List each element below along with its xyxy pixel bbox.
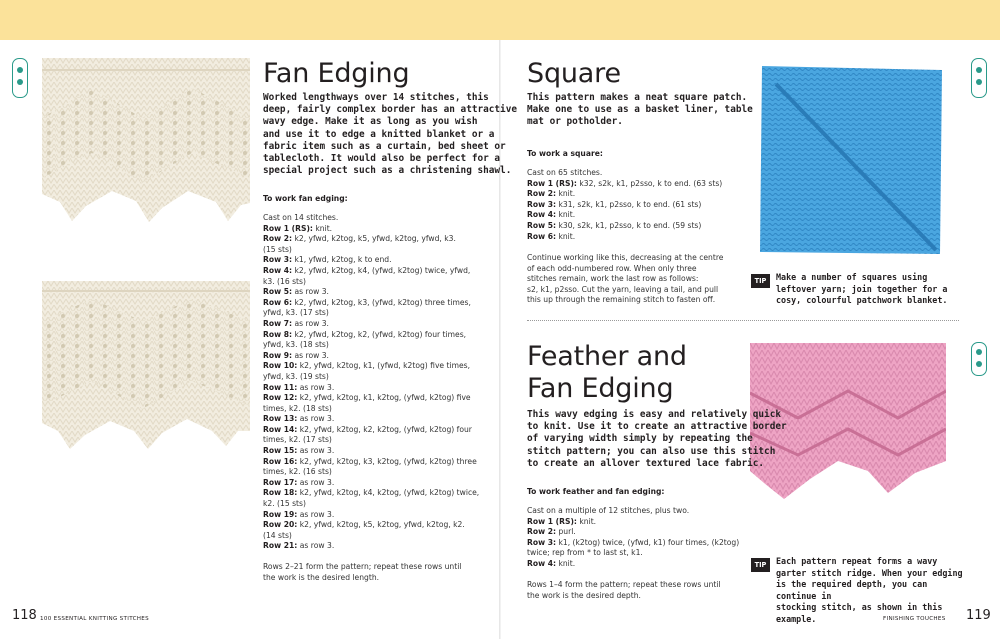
closing-line: s2, k1, p2sso. Cut the yarn, leaving a tail, and pull <box>527 284 719 294</box>
instruction-row <box>527 168 722 179</box>
row-label: Row 9: <box>263 350 293 360</box>
row-text: k2, yfwd, k2tog, k2, (yfwd, k2tog) four times, <box>294 329 467 339</box>
row-text: knit. <box>579 516 597 526</box>
instruction-row <box>263 224 479 235</box>
instruction-row <box>263 319 479 330</box>
row-text: as row 3. <box>294 287 329 297</box>
tab-dot <box>976 67 982 73</box>
instruction-row <box>263 351 479 362</box>
row-text: k2, yfwd, k2tog, k3, (yfwd, k2tog) three times, <box>294 297 471 307</box>
closing-line: Rows 1–4 form the pattern; repeat these rows until <box>527 580 721 589</box>
row-text: as row 3. <box>299 509 335 519</box>
title-line: Fan Edging <box>527 373 674 404</box>
instruction-row <box>263 510 479 521</box>
intro-line: Worked lengthways over 14 stitches, this <box>263 92 489 103</box>
row-text: purl. <box>558 527 576 537</box>
tip-line: garter stitch ridge. When your edging <box>776 567 963 578</box>
row-label: Row 3: <box>527 199 557 209</box>
row-text: times, k2. (18 sts) <box>263 403 332 413</box>
intro-line: fabric item such as a curtain, bed sheet or <box>263 140 506 152</box>
instruction-row <box>263 404 479 415</box>
row-text: knit. <box>558 231 576 241</box>
instruction-row <box>263 488 479 499</box>
row-label: Row 16: <box>263 456 298 466</box>
right-running-head: FINISHING TOUCHES <box>883 616 946 622</box>
right-page-tab <box>971 58 987 98</box>
feather-fan-intro <box>527 409 787 470</box>
row-text: k2, yfwd, k2tog, k4, (yfwd, k2tog) twice, yfwd, <box>294 265 471 275</box>
row-label: Row 2: <box>527 527 557 537</box>
title-line: Feather and <box>527 341 687 372</box>
intro-line: deep, fairly complex border has an attractive <box>263 104 517 116</box>
row-text: twice; rep from * to last st, k1. <box>527 548 643 558</box>
instruction-row <box>263 330 479 341</box>
row-text: k3. (16 sts) <box>263 276 306 286</box>
top-color-band <box>0 0 1000 40</box>
fan-edging-intro <box>263 92 517 177</box>
fan-edging-swatch-bottom <box>42 281 250 459</box>
row-text: knit. <box>558 558 576 568</box>
intro-line: to create an allover textured lace fabric. <box>527 457 765 469</box>
instruction-row <box>527 538 739 549</box>
tab-dot <box>976 349 982 355</box>
row-text: k1, yfwd, k2tog, k to end. <box>294 255 392 265</box>
intro-line: wavy edge. Make it as long as you wish <box>263 116 478 128</box>
instruction-row <box>527 189 722 200</box>
row-text: knit. <box>558 189 576 199</box>
instruction-row <box>263 245 479 256</box>
tab-dot <box>17 67 23 73</box>
instruction-row <box>263 467 479 478</box>
instruction-row <box>527 527 739 538</box>
row-label: Row 12: <box>263 393 298 403</box>
instruction-row <box>527 548 739 559</box>
instruction-row <box>263 340 479 351</box>
fan-edging-swatch-top <box>42 58 250 228</box>
row-text: k2, yfwd, k2tog, k1, k2tog, (yfwd, k2tog) five <box>299 393 471 403</box>
instruction-row <box>263 435 479 446</box>
square-swatch <box>756 62 946 258</box>
intro-line: and use it to edge a knitted blanket or a <box>263 128 495 140</box>
instruction-row <box>263 213 479 224</box>
instruction-row <box>263 308 479 319</box>
feather-fan-closing <box>527 580 721 601</box>
instruction-row <box>527 559 739 570</box>
fan-edging-closing <box>263 562 461 583</box>
row-text: as row 3. <box>294 350 329 360</box>
instruction-row <box>527 517 739 528</box>
row-label: Row 3: <box>263 255 293 265</box>
closing-line: this up through the remaining stitch to fasten off. <box>527 295 716 305</box>
intro-line: This wavy edging is easy and relatively quick <box>527 409 781 420</box>
intro-line: special project such as a christening shawl. <box>263 165 512 177</box>
row-text: k31, s2k, k1, p2sso, k to end. (61 sts) <box>558 199 702 209</box>
row-text: as row 3. <box>299 414 335 424</box>
row-text: as row 3. <box>299 382 335 392</box>
square-closing <box>527 253 723 306</box>
row-label: Row 5: <box>527 220 557 230</box>
tab-dot <box>17 79 23 85</box>
row-label: Row 17: <box>263 477 298 487</box>
instruction-row <box>263 383 479 394</box>
row-label: Row 2: <box>263 234 293 244</box>
row-text: as row 3. <box>294 318 329 328</box>
row-label: Row 2: <box>527 189 557 199</box>
tip-line: Each pattern repeat forms a wavy <box>776 556 938 566</box>
left-page-number: 118 <box>12 608 37 623</box>
row-label: Row 18: <box>263 488 298 498</box>
tip-text <box>776 272 947 307</box>
row-label: Row 11: <box>263 382 298 392</box>
row-text: k2, yfwd, k2tog, k5, k2tog, yfwd, k2tog, k2. <box>299 520 465 530</box>
instruction-row <box>527 506 739 517</box>
instruction-row <box>527 179 722 190</box>
row-label: Row 4: <box>263 265 293 275</box>
instruction-row <box>263 372 479 383</box>
instruction-row <box>263 361 479 372</box>
section-divider <box>527 320 959 321</box>
row-text: k32, s2k, k1, p2sso, k to end. (63 sts) <box>579 178 723 188</box>
row-text: Cast on 65 stitches. <box>527 168 603 177</box>
row-text: knit. <box>558 210 576 220</box>
instruction-row <box>263 446 479 457</box>
row-text: k2, yfwd, k2tog, k5, yfwd, k2tog, yfwd, k3. <box>294 234 456 244</box>
row-label: Row 20: <box>263 520 298 530</box>
tip-line: Make a number of squares using <box>776 272 928 282</box>
instruction-row <box>263 287 479 298</box>
row-label: Row 13: <box>263 414 298 424</box>
closing-line: the work is the desired depth. <box>527 590 641 600</box>
intro-line: to knit. Use it to create an attractive border <box>527 421 787 433</box>
closing-line: stitches remain, work the last row as follows: <box>527 274 699 284</box>
instruction-row <box>527 232 722 243</box>
row-label: Row 4: <box>527 558 557 568</box>
row-text: yfwd, k3. (19 sts) <box>263 371 329 381</box>
row-text: k30, s2k, k1, p2sso, k to end. (59 sts) <box>558 220 702 230</box>
row-label: Row 8: <box>263 329 293 339</box>
right-page-number: 119 <box>966 608 991 623</box>
closing-line: Rows 2–21 form the pattern; repeat these rows until <box>263 562 462 571</box>
intro-line: This pattern makes a neat square patch. <box>527 92 748 103</box>
instruction-row <box>263 457 479 468</box>
row-label: Row 3: <box>527 537 557 547</box>
row-text: knit. <box>315 223 333 233</box>
fan-edging-instructions <box>263 213 479 552</box>
row-label: Row 6: <box>527 231 557 241</box>
row-text: as row 3. <box>299 477 335 487</box>
square-tip <box>751 272 971 312</box>
instruction-row <box>263 255 479 266</box>
tip-line: cosy, colourful patchwork blanket. <box>776 295 948 306</box>
row-text: as row 3. <box>299 446 335 456</box>
row-label: Row 10: <box>263 361 298 371</box>
tip-badge: TIP <box>751 558 770 572</box>
intro-line: Make one to use as a basket liner, table <box>527 104 753 116</box>
intro-line: tablecloth. It would also be perfect for a <box>263 153 501 165</box>
intro-line: of varying width simply by repeating the <box>527 433 753 445</box>
square-instructions <box>527 168 722 242</box>
fan-edging-subheading: To work fan edging: <box>263 194 348 203</box>
tab-dot <box>976 79 982 85</box>
row-text: (14 sts) <box>263 530 292 540</box>
intro-line: mat or potholder. <box>527 116 623 128</box>
tip-badge: TIP <box>751 274 770 288</box>
feather-fan-subheading: To work feather and fan edging: <box>527 487 665 496</box>
row-text: k1, (k2tog) twice, (yfwd, k1) four times, (k2tog) <box>558 537 740 547</box>
row-text: yfwd, k3. (17 sts) <box>263 308 329 318</box>
row-label: Row 19: <box>263 509 298 519</box>
instruction-row <box>263 425 479 436</box>
instruction-row <box>263 478 479 489</box>
row-text: Cast on a multiple of 12 stitches, plus two. <box>527 506 690 515</box>
square-intro <box>527 92 753 129</box>
row-label: Row 1 (RS): <box>527 178 577 188</box>
instruction-row <box>263 499 479 510</box>
intro-line: stitch pattern; you can also use this stitch <box>527 445 776 457</box>
row-label: Row 21: <box>263 541 298 551</box>
instruction-row <box>263 414 479 425</box>
row-text: k2. (15 sts) <box>263 499 306 509</box>
row-text: as row 3. <box>299 541 335 551</box>
row-text: k2, yfwd, k2tog, k4, k2tog, (yfwd, k2tog) twice, <box>299 488 480 498</box>
row-text: times, k2. (16 sts) <box>263 467 332 477</box>
instruction-row <box>263 541 479 552</box>
left-page-tab <box>12 58 28 98</box>
tip-line: stocking stitch, as shown in this example. <box>776 602 943 624</box>
closing-line: of each odd-numbered row. When only three <box>527 263 697 273</box>
row-label: Row 5: <box>263 287 293 297</box>
row-text: k2, yfwd, k2tog, k3, k2tog, (yfwd, k2tog) three <box>299 456 477 466</box>
right-page-tab-lower <box>971 342 987 376</box>
fan-edging-title: Fan Edging <box>263 58 410 89</box>
instruction-row <box>263 520 479 531</box>
closing-line: the work is the desired length. <box>263 572 380 582</box>
row-label: Row 6: <box>263 297 293 307</box>
row-label: Row 14: <box>263 424 298 434</box>
tip-line: is the required depth, you can continue in <box>776 579 928 601</box>
row-text: k2, yfwd, k2tog, k2, k2tog, (yfwd, k2tog) four <box>299 424 472 434</box>
row-label: Row 1 (RS): <box>527 516 577 526</box>
tab-dot <box>976 361 982 367</box>
instruction-row <box>263 234 479 245</box>
row-label: Row 1 (RS): <box>263 223 313 233</box>
left-running-head: 100 ESSENTIAL KNITTING STITCHES <box>40 616 149 622</box>
tip-line: leftover yarn; join together for a <box>776 283 948 294</box>
closing-line: Continue working like this, decreasing at the centre <box>527 253 724 262</box>
instruction-row <box>263 277 479 288</box>
instruction-row <box>263 531 479 542</box>
instruction-row <box>527 210 722 221</box>
instruction-row <box>263 266 479 277</box>
row-text: yfwd, k3. (18 sts) <box>263 340 329 350</box>
row-label: Row 7: <box>263 318 293 328</box>
row-text: times, k2. (17 sts) <box>263 435 332 445</box>
row-label: Row 15: <box>263 446 298 456</box>
instruction-row <box>527 221 722 232</box>
instruction-row <box>263 393 479 404</box>
feather-fan-instructions <box>527 506 739 570</box>
row-text: (15 sts) <box>263 244 292 254</box>
feather-fan-title <box>527 341 687 405</box>
square-title: Square <box>527 58 621 89</box>
square-subheading: To work a square: <box>527 149 603 158</box>
row-text: k2, yfwd, k2tog, k1, (yfwd, k2tog) five times, <box>299 361 471 371</box>
instruction-row <box>527 200 722 211</box>
row-label: Row 4: <box>527 210 557 220</box>
instruction-row <box>263 298 479 309</box>
row-text: Cast on 14 stitches. <box>263 213 339 222</box>
